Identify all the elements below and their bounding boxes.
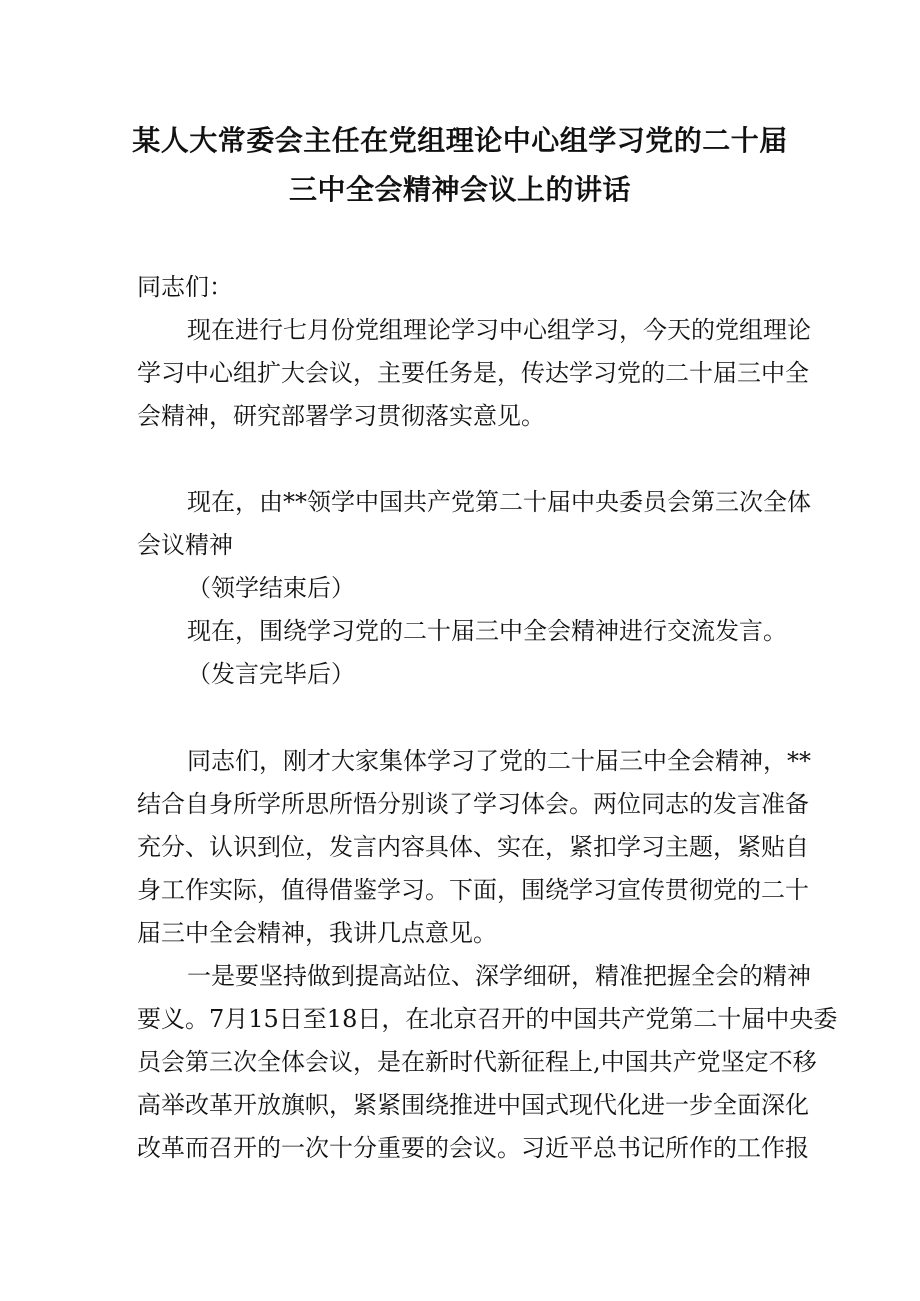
paragraph-3: 现在，围绕学习党的二十届三中全会精神进行交流发言。: [187, 617, 787, 645]
paragraph-2-line-2: 会议精神: [137, 531, 233, 559]
note-after-speeches: （发言完毕后）: [187, 660, 355, 688]
note-after-reading: （领学结束后）: [187, 574, 355, 602]
paragraph-2-line-1: 现在，由**领学中国共产党第二十届中央委员会第三次全体: [187, 488, 811, 516]
paragraph-5-line-2: 要义。7月15日至18日，在北京召开的中国共产党第二十届中央委: [137, 1005, 838, 1033]
paragraph-4-line-1: 同志们，刚才大家集体学习了党的二十届三中全会精神，**: [187, 747, 811, 775]
paragraph-4-line-4: 身工作实际，值得借鉴学习。下面，围绕学习宣传贯彻党的二十: [137, 876, 809, 904]
paragraph-5-line-3: 员会第三次全体会议，是在新时代新征程上,中国共产党坚定不移: [137, 1048, 817, 1076]
paragraph-4-line-2: 结合自身所学所思所悟分别谈了学习体会。两位同志的发言准备: [137, 790, 809, 818]
paragraph-1-line-2: 学习中心组扩大会议，主要任务是，传达学习党的二十届三中全: [137, 359, 809, 387]
salutation: 同志们：: [137, 273, 233, 301]
document-title-line-1: 某人大常委会主任在党组理论中心组学习党的二十届: [132, 124, 788, 157]
paragraph-5-line-4: 高举改革开放旗帜，紧紧围绕推进中国式现代化进一步全面深化: [137, 1091, 809, 1119]
paragraph-5-line-5: 改革而召开的一次十分重要的会议。习近平总书记所作的工作报: [137, 1134, 809, 1162]
paragraph-5-line-1: 一是要坚持做到提高站位、深学细研，精准把握全会的精神: [187, 962, 811, 990]
paragraph-4-line-5: 届三中全会精神，我讲几点意见。: [137, 919, 497, 947]
paragraph-1-line-3: 会精神，研究部署学习贯彻落实意见。: [137, 402, 545, 430]
paragraph-1-line-1: 现在进行七月份党组理论学习中心组学习，今天的党组理论: [187, 316, 811, 344]
paragraph-4-line-3: 充分、认识到位，发言内容具体、实在，紧扣学习主题，紧贴自: [137, 833, 809, 861]
document-title-line-2: 三中全会精神会议上的讲话: [288, 173, 631, 206]
